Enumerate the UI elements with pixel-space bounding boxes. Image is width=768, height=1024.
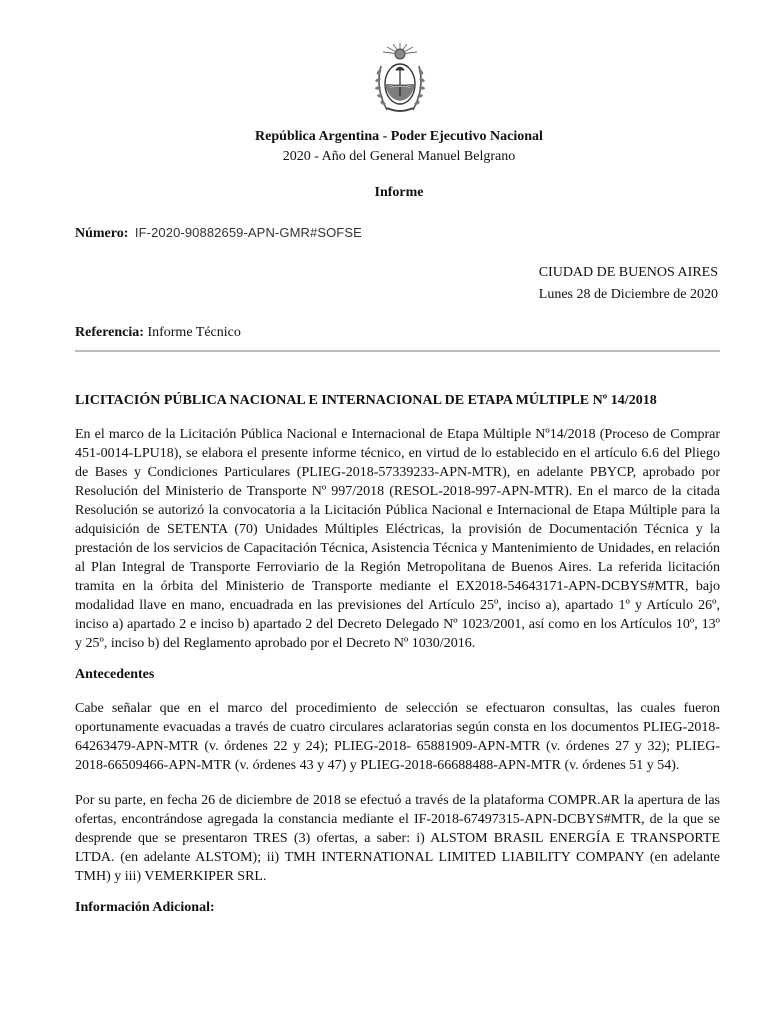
numero-label: Número: [75, 226, 129, 241]
paragraph-apertura: Por su parte, en fecha 26 de diciembre de 2018 se efectuó a través de la plataforma COMPR.AR la apertura de las ofertas, encontrándose agregada la constancia mediante el IF-2018-67497315-APN-DCBYS#MTR, de la que se desprende que se presentaron TRES (3) ofertas, a saber: i) ALSTOM BRASIL ENERGÍA E TRANSPORTE LTDA. (en adelante ALSTOM); ii) TMH INTERNATIONAL LIMITED LIABILITY COMPANY (en adelante TMH) y iii) VEMERKIPER SRL. [75, 793, 720, 884]
header-year-motto: 2020 - Año del General Manuel Belgrano [282, 149, 516, 164]
header-republic-line: República Argentina - Poder Ejecutivo Nacional [255, 129, 543, 144]
date-line: Lunes 28 de Diciembre de 2020 [538, 287, 718, 302]
referencia-value: Informe Técnico [147, 325, 241, 340]
licitacion-title: LICITACIÓN PÚBLICA NACIONAL E INTERNACIONAL DE ETAPA MÚLTIPLE Nº 14/2018 [75, 393, 657, 408]
header-divider [75, 350, 720, 352]
paragraph-intro: En el marco de la Licitación Pública Nacional e Internacional de Etapa Múltiple Nº14/2018 (Proceso de Comprar 451-0014-LPU18), se elabora el presente informe técnico, en virtud de lo establecido en el artículo 6.6 del Pliego de Bases y Condiciones Particulares (PLIEG-2018-57339233-APN-MTR), en adelante PBYCP, aprobado por Resolución del Ministerio de Transporte Nº 997/2018 (RESOL-2018-997-APN-MTR). En el marco de la citada Resolución se autorizó la convocatoria a la Licitación Pública Nacional e Internacional de Etapa Múltiple para la adquisición de SETENTA (70) Unidades Múltiples Eléctricas, la provisión de Documentación Técnica y la prestación de los servicios de Capacitación Técnica, Asistencia Técnica y Mantenimiento de Unidades, en relación al Plan Integral de Transporte Ferroviario de la Región Metropolitana de Buenos Aires. La referida licitación tramita en la órbita del Ministerio de Transporte mediante el EX2018-54643171-APN-DCBYS#MTR, bajo modalidad llave en mano, encuadrada en las previsiones del Artículo 25º, inciso a), apartado 1º y Artículo 26º, inciso a) apartado 2 e inciso b) apartado 2 del Decreto Delegado Nº 1023/2001, así como en los Artículos 10º, 13º y 25º, inciso b) del Reglamento aprobado por el Decreto Nº 1030/2016. [75, 427, 720, 651]
referencia-label: Referencia: [75, 325, 144, 340]
informacion-adicional-heading: Información Adicional: [75, 900, 215, 915]
coat-of-arms-seal [371, 40, 429, 118]
paragraph-antecedentes: Cabe señalar que en el marco del procedimiento de selección se efectuaron consultas, las cuales fueron oportunamente evacuadas a través de cuatro circulares aclaratorias según consta en los documentos PLIEG-2018-64263479-APN-MTR (v. órdenes 22 y 24); PLIEG-2018- 65881909-APN-MTR (v. órdenes 27 y 32); PLIEG-2018-66509466-APN-MTR (v. órdenes 43 y 47) y PLIEG-2018-66688488-APN-MTR (v. órdenes 51 y 54). [75, 701, 720, 773]
numero-value: IF-2020-90882659-APN-GMR#SOFSE [134, 225, 362, 240]
document-type-title: Informe [374, 185, 424, 200]
numero-row [75, 224, 362, 243]
city-line: CIUDAD DE BUENOS AIRES [538, 265, 718, 280]
referencia-row [75, 324, 241, 342]
antecedentes-heading: Antecedentes [75, 667, 155, 682]
